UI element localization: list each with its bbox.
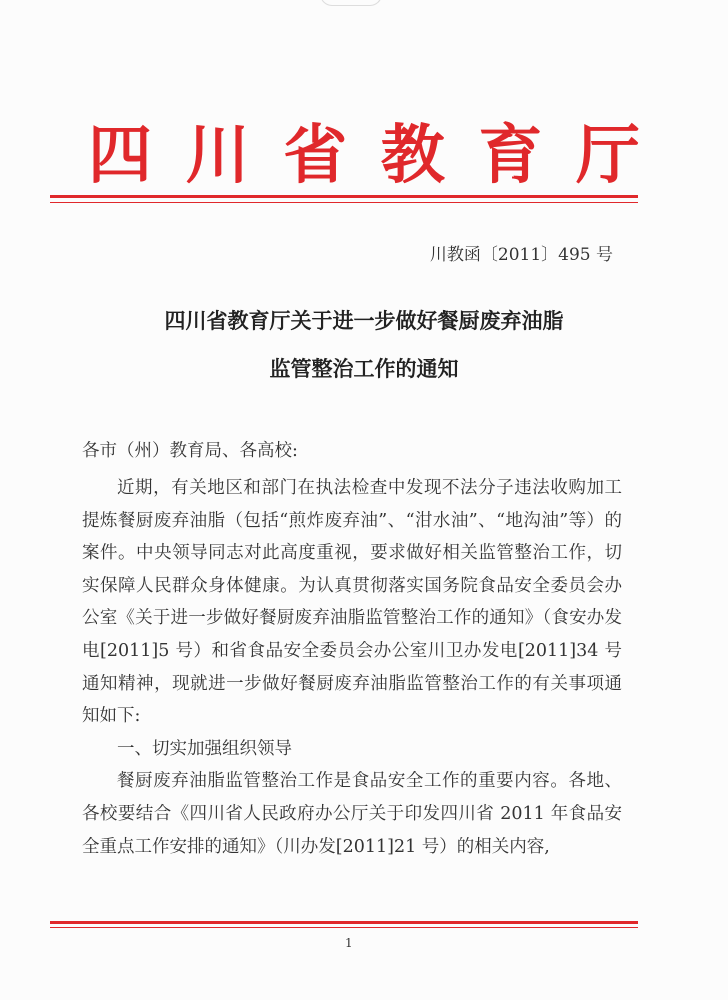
document-body	[82, 472, 622, 863]
footer-rule-thick	[50, 921, 638, 924]
letterhead-char: 教	[380, 118, 445, 193]
body-paragraph: 餐厨废弃油脂监管整治工作是食品安全工作的重要内容。各地、各校要结合《四川省人民政府办公厅关于印发四川省 2011 年食品安全重点工作安排的通知》（川办发[2011]21 号）的相关内容,	[82, 771, 622, 857]
page-number: 1	[345, 936, 353, 950]
letterhead-rule-thin	[50, 202, 638, 203]
letterhead-char: 省	[283, 118, 348, 193]
document-title-line-1: 四川省教育厅关于进一步做好餐厨废弃油脂	[164, 308, 564, 333]
body-paragraph: 近期，有关地区和部门在执法检查中发现不法分子违法收购加工提炼餐厨废弃油脂（包括“煎炸废弃油”、“泔水油”、“地沟油”等）的案件。中央领导同志对此高度重视，要求做好相关监管整治工作，切实保障人民群众身体健康。为认真贯彻落实国务院食品安全委员会办公室《关于进一步做好餐厨废弃油脂监管整治工作的通知》（食安办发电[2011]5 号）和省食品安全委员会办公室川卫办发电[2011]34 号通知精神，现就进一步做好餐厨废弃油脂监管整治工作的有关事项通知如下:	[82, 478, 622, 727]
binding-mark	[320, 0, 382, 6]
letterhead-char: 育	[478, 118, 543, 193]
letterhead-char: 四	[88, 118, 152, 193]
letterhead-char: 厅	[575, 118, 640, 193]
document-title-line-2: 监管整治工作的通知	[269, 356, 459, 381]
letterhead-char: 川	[185, 118, 250, 193]
salutation: 各市（州）教育局、各高校:	[82, 441, 298, 461]
letterhead-org-name	[88, 108, 640, 192]
letterhead-rule-thick	[50, 195, 638, 198]
footer-rule-thin	[50, 927, 638, 928]
section-heading: 一、切实加强组织领导	[117, 738, 292, 759]
document-number: 川教函〔2011〕495 号	[429, 245, 613, 265]
